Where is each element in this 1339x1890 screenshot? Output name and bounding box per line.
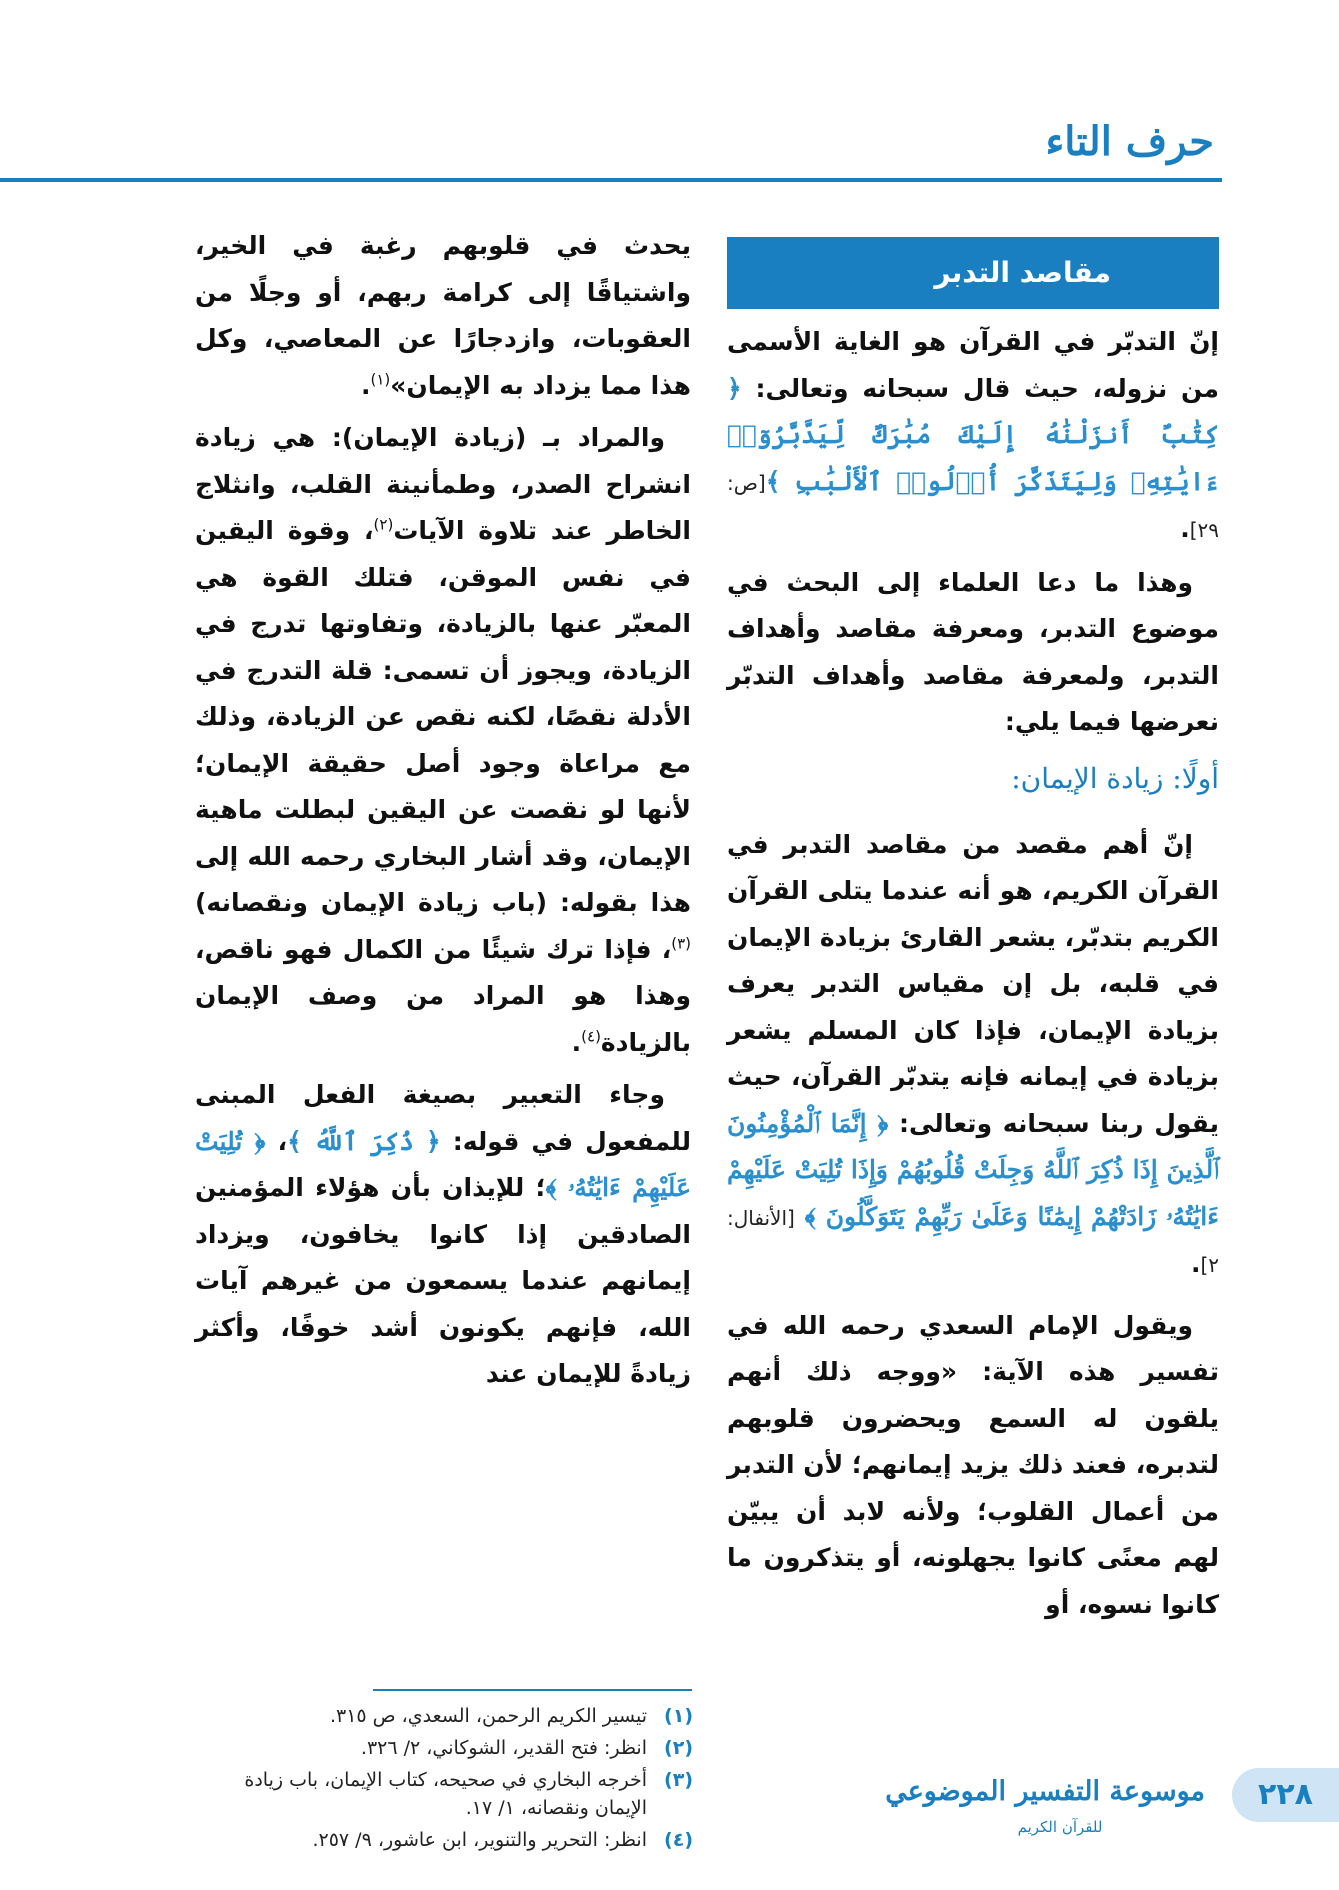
footnote-number: (٤) [664, 1829, 693, 1851]
footnote-item [193, 1826, 693, 1854]
footnotes [193, 1702, 693, 1858]
paragraph-intro: إنّ التدبّر في القرآن هو الغاية الأسمى من نزوله، حيث قال سبحانه وتعالى: ﴿ كِتَٰبٌ أَنزَلْنَٰهُ إِلَيْكَ مُبَٰرَكٌ لِّيَدَّبَّرُوٓا۟ ءَايَٰتِهِۦ وَلِيَتَذَكَّرَ أُو۟لُوا۟ ٱلْأَلْبَٰبِ ﴾[ص: ٢٩]. [727, 327, 1219, 543]
footnote-number: (٢) [664, 1737, 693, 1759]
left-column [195, 223, 691, 1404]
quran-verse: ﴿ كِتَٰبٌ أَنزَلْنَٰهُ إِلَيْكَ مُبَٰرَكٌ لِّيَدَّبَّرُوٓا۟ ءَايَٰتِهِۦ وَلِيَتَذَكَّرَ أُو۟لُوا۟ ٱلْأَلْبَٰبِ ﴾ [727, 373, 1219, 496]
page-number: ٢٢٨ [1232, 1768, 1339, 1822]
quran-verse: ﴿ إِنَّمَا ٱلْمُؤْمِنُونَ ٱلَّذِينَ إِذَا ذُكِرَ ٱللَّهُ وَجِلَتْ قُلُوبُهُمْ وَإِذَا تُلِيَتْ عَلَيْهِمْ ءَايَٰتُهُۥ زَادَتْهُمْ إِيمَٰنًا وَعَلَىٰ رَبِّهِمْ يَتَوَكَّلُونَ ﴾ [727, 1108, 1219, 1231]
quran-verse: ﴿ ذُكِرَ ٱللَّهُ ﴾ [287, 1126, 441, 1156]
encyclopedia-logo [885, 1768, 1205, 1858]
paragraph-continuation: يحدث في قلوبهم رغبة في الخير، واشتياقًا إلى كرامة ربهم، أو وجلًا من العقوبات، وازدجارًا عن المعاصي، وكل هذا مما يزداد به الإيمان»$^{(١)}$. [195, 231, 691, 400]
footnote-item [193, 1702, 693, 1730]
verse-reference: [ص: ٢٩] [727, 470, 1219, 542]
paragraph-main-purpose: إنّ أهم مقصد من مقاصد التدبر في القرآن الكريم، هو أنه عندما يتلى القرآن الكريم بتدبّر، يشعر القارئ بزيادة الإيمان في قلبه، بل إن مقياس التدبر يعرف بزيادة الإيمان، فإذا كان المسلم يشعر بزيادة في إيمانه فإنه يتدبّر القرآن، حيث يقول ربنا سبحانه وتعالى: ﴿ إِنَّمَا ٱلْمُؤْمِنُونَ ٱلَّذِينَ إِذَا ذُكِرَ ٱللَّهُ وَجِلَتْ قُلُوبُهُمْ وَإِذَا تُلِيَتْ عَلَيْهِمْ ءَايَٰتُهُۥ زَادَتْهُمْ إِيمَٰنًا وَعَلَىٰ رَبِّهِمْ يَتَوَكَّلُونَ ﴾ [الأنفال: ٢]. [727, 829, 1219, 1278]
footnote-item [193, 1766, 693, 1822]
footnote-text: انظر: فتح القدير، الشوكاني، ٢/ ٣٢٦. [360, 1737, 647, 1759]
logo-title: موسوعة التفسير الموضوعي [885, 1776, 1205, 1807]
footnote-number: (١) [664, 1705, 693, 1727]
header-rule [0, 178, 1222, 182]
verse-reference: [الأنفال: ٢] [727, 1205, 1219, 1277]
subheading-faith-increase: أولًا: زيادة الإيمان: [1011, 761, 1219, 795]
right-column [727, 237, 1219, 1634]
footnote-ref[interactable]: (٢) [373, 515, 394, 534]
footnote-text: انظر: التحرير والتنوير، ابن عاشور، ٩/ ٢٥٧. [312, 1829, 647, 1851]
footnote-number: (٣) [664, 1769, 693, 1791]
paragraph-saadi: ويقول الإمام السعدي رحمه الله في تفسير هذه الآية: «ووجه ذلك أنهم يلقون له السمع ويحضرون قلوبهم لتدبره، فعند ذلك يزيد إيمانهم؛ لأن التدبر من أعمال القلوب؛ ولأنه لابد أن يبيّن لهم معنًى كانوا يجهلونه، أو يتذكرون ما كانوا نسوه، أو [727, 1310, 1219, 1619]
paragraph-definition: والمراد بـ (زيادة الإيمان): هي زيادة انشراح الصدر، وطمأنينة القلب، وانثلاج الخاطر عند تلاوة الآيات$^{(٢)}$، وقوة اليقين في نفس الموقن، فتلك القوة هي المعبّر عنها بالزيادة، وتفاوتها تدرج في الزيادة، ويجوز أن تسمى: قلة التدرج في الأدلة نقصًا، لكنه نقص عن الزيادة، وذلك مع مراعاة وجود أصل حقيقة الإيمان؛ لأنها لو نقصت عن اليقين لبطلت ماهية الإيمان، وقد أشار البخاري رحمه الله إلى هذا بقوله: (باب زيادة الإيمان ونقصانه)$^{(٣)}$، فإذا ترك شيئًا من الكمال فهو ناقص، وهذا هو المراد من وصف الإيمان بالزيادة$^{(٤)}$. [195, 423, 691, 1057]
footnote-ref[interactable]: (٤) [581, 1027, 601, 1046]
footnote-item [193, 1734, 693, 1762]
paragraph-research: وهذا ما دعا العلماء إلى البحث في موضوع التدبر، ومعرفة مقاصد وأهداف التدبر، ولمعرفة مقاصد وأهداف التدبّر نعرضها فيما يلي: [727, 567, 1219, 736]
footnote-ref[interactable]: (١) [370, 370, 391, 389]
section-title: مقاصد التدبر [727, 237, 1219, 309]
footnote-text: أخرجه البخاري في صحيحه، كتاب الإيمان، باب زيادة الإيمان ونقصانه، ١/ ١٧. [244, 1769, 647, 1819]
footnote-ref[interactable]: (٣) [671, 934, 691, 953]
logo-subtitle: للقرآن الكريم [1017, 1818, 1103, 1836]
footnote-separator [373, 1689, 692, 1691]
quran-verse: ﴿ تُلِيَتْ عَلَيْهِمْ ءَايَٰتُهُۥ ﴾ [195, 1126, 691, 1202]
footnote-text: تيسير الكريم الرحمن، السعدي، ص ٣١٥. [329, 1705, 647, 1727]
chapter-title: حرف التاء [1045, 118, 1214, 165]
paragraph-passive-form: وجاء التعبير بصيغة الفعل المبنى للمفعول في قوله: ﴿ ذُكِرَ ٱللَّهُ ﴾، ﴿ تُلِيَتْ عَلَيْهِمْ ءَايَٰتُهُۥ ﴾؛ للإيذان بأن هؤلاء المؤمنين الصادقين إذا كانوا يخافون، ويزداد إيمانهم عندما يسمعون من غيرهم آيات الله، فإنهم يكونون أشد خوفًا، وأكثر زيادةً للإيمان عند [195, 1080, 692, 1388]
